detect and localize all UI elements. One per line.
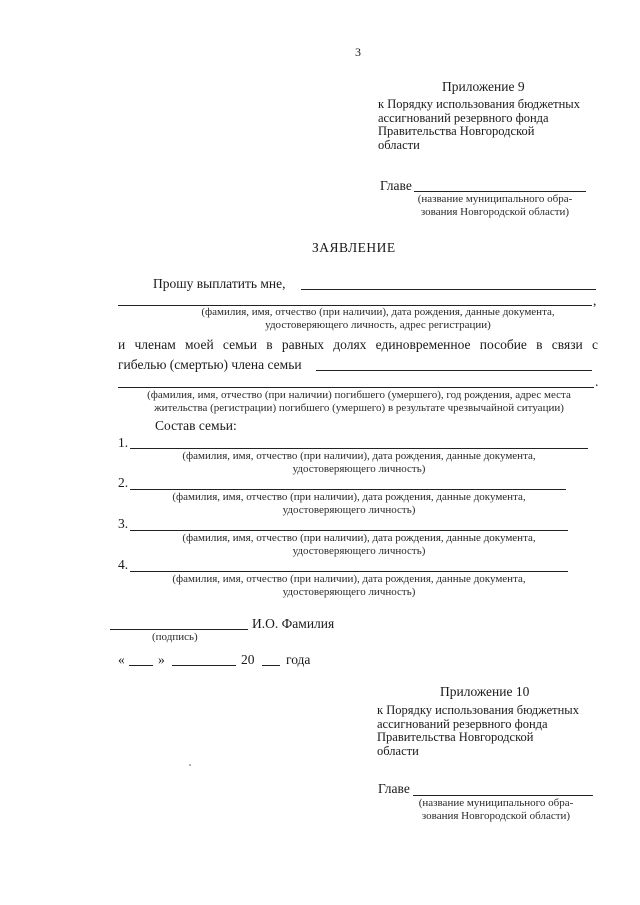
hint-line: (фамилия, имя, отчество (при наличии), дата рождения, данные документа, bbox=[182, 532, 536, 544]
hint-line: удостоверяющего личность) bbox=[282, 504, 416, 516]
request-text: Прошу выплатить мне, bbox=[153, 276, 286, 291]
date-day-field[interactable] bbox=[129, 665, 153, 666]
family-title: Состав семьи: bbox=[155, 418, 237, 433]
member-number: 4. bbox=[118, 557, 129, 572]
member-field-line[interactable] bbox=[130, 571, 568, 572]
hint-line: зования Новгородской области) bbox=[420, 206, 570, 218]
member-number: 2. bbox=[118, 475, 129, 490]
member-field-line[interactable] bbox=[130, 530, 568, 531]
member-number: 1. bbox=[118, 435, 129, 450]
date-year-suffix: года bbox=[286, 652, 311, 667]
applicant-hint bbox=[118, 306, 638, 332]
comma: , bbox=[593, 293, 597, 308]
hint-line: жительства (регистрации) погибшего (умершего) в результате чрезвычайной ситуации) bbox=[154, 402, 564, 414]
appendix-9-line: области bbox=[378, 137, 420, 152]
signature-field-line[interactable] bbox=[110, 629, 248, 630]
family-paragraph-line-2: гибелью (смертью) члена семьи bbox=[118, 357, 302, 372]
hint-line: (фамилия, имя, отчество (при наличии), дата рождения, данные документа, bbox=[172, 573, 526, 585]
hint-line: (название муниципального обра- bbox=[417, 193, 573, 205]
hint-line: (название муниципального обра- bbox=[418, 797, 574, 809]
municipality-hint bbox=[400, 193, 590, 219]
date-year-field[interactable] bbox=[262, 665, 280, 666]
date-month-field[interactable] bbox=[172, 665, 236, 666]
date-quote-open: « bbox=[118, 652, 125, 667]
member-hint bbox=[110, 573, 588, 599]
appendix-10-line: ассигнований резервного фонда bbox=[377, 716, 548, 731]
hint-line: удостоверяющего личность, адрес регистрации) bbox=[265, 319, 491, 331]
family-paragraph-line-1: и членам моей семьи в равных долях единовременное пособие в связи с bbox=[118, 337, 598, 352]
hint-line: (фамилия, имя, отчество (при наличии), дата рождения, данные документа, bbox=[201, 306, 555, 318]
deceased-field-line[interactable] bbox=[316, 370, 592, 371]
date-year-prefix: 20 bbox=[241, 652, 255, 667]
member-field-line[interactable] bbox=[130, 489, 566, 490]
hint-line: удостоверяющего личность) bbox=[282, 586, 416, 598]
appendix-10-line: Правительства Новгородской bbox=[377, 730, 534, 744]
glave-field-line[interactable] bbox=[414, 191, 586, 192]
appendix-10-line: области bbox=[377, 743, 419, 758]
deceased-field-line-2[interactable] bbox=[118, 387, 594, 388]
member-hint bbox=[130, 532, 588, 558]
appendix-10-title: Приложение 10 bbox=[440, 684, 530, 699]
glave-field-line-2[interactable] bbox=[413, 795, 593, 796]
hint-line: (фамилия, имя, отчество (при наличии), дата рождения, данные документа, bbox=[182, 450, 536, 462]
member-hint bbox=[110, 491, 588, 517]
member-number: 3. bbox=[118, 516, 129, 531]
deceased-hint bbox=[118, 389, 600, 415]
appendix-9-line: Правительства Новгородской bbox=[378, 124, 535, 138]
appendix-10-reference bbox=[377, 704, 617, 758]
appendix-9-reference bbox=[378, 98, 618, 152]
signature-name: И.О. Фамилия bbox=[252, 616, 335, 631]
member-hint bbox=[130, 450, 588, 476]
appendix-9-line: к Порядку использования бюджетных bbox=[378, 97, 580, 111]
hint-line: (фамилия, имя, отчество (при наличии) погибшего (умершего), год рождения, адрес места bbox=[147, 389, 571, 401]
hint-line: зования Новгородской области) bbox=[421, 810, 571, 822]
period: . bbox=[595, 374, 599, 389]
statement-title: ЗАЯВЛЕНИЕ bbox=[312, 240, 396, 255]
hint-line: удостоверяющего личность) bbox=[292, 545, 426, 557]
hint-line: (фамилия, имя, отчество (при наличии), дата рождения, данные документа, bbox=[172, 491, 526, 503]
appendix-10-line: к Порядку использования бюджетных bbox=[377, 703, 579, 717]
glave-label: Главе bbox=[380, 178, 412, 193]
appendix-9-line: ассигнований резервного фонда bbox=[378, 110, 549, 125]
appendix-9-title: Приложение 9 bbox=[442, 79, 525, 94]
hint-line: удостоверяющего личность) bbox=[292, 463, 426, 475]
signature-hint: (подпись) bbox=[152, 631, 198, 643]
municipality-hint-2 bbox=[398, 797, 594, 823]
scan-speck bbox=[189, 764, 191, 766]
page-number: 3 bbox=[355, 45, 361, 59]
applicant-field-line[interactable] bbox=[301, 289, 596, 290]
date-quote-close: » bbox=[158, 652, 165, 667]
glave-label-2: Главе bbox=[378, 781, 410, 796]
member-field-line[interactable] bbox=[130, 448, 588, 449]
